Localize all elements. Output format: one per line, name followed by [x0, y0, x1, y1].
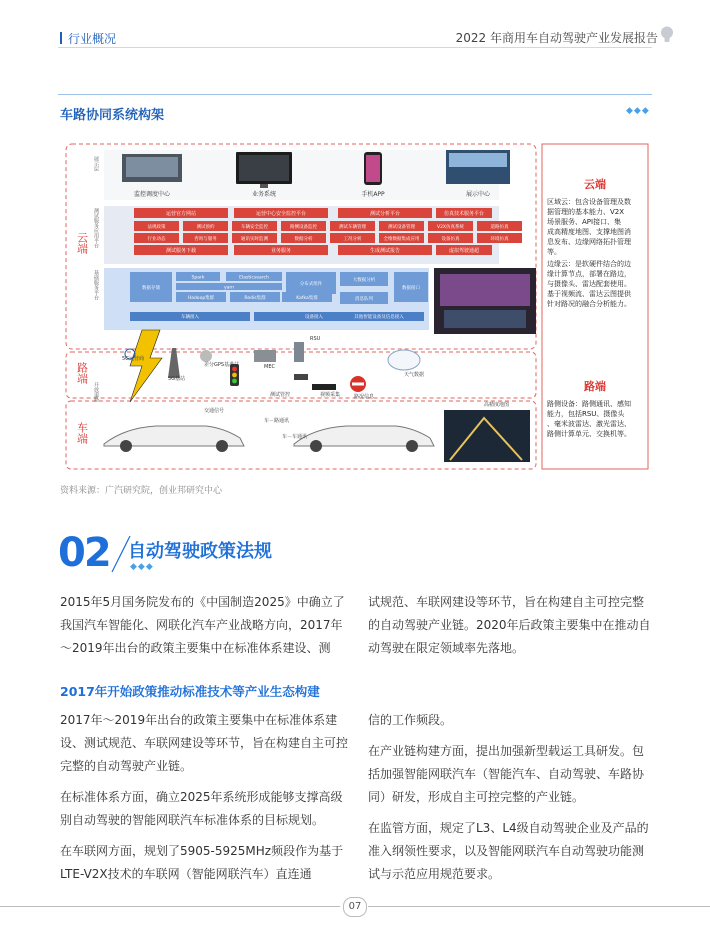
- service-cell-label: 设备仿真: [441, 237, 460, 242]
- panel-road-title: 路端: [584, 380, 606, 393]
- display-item-label: 监控调度中心: [133, 191, 171, 198]
- body-left-p2: 在标准体系方面，确立2025年系统形成能够支撑高级别自动驾驶的智能网联汽车标准体系的目标规划。: [60, 790, 343, 827]
- display-item-label: 业务系统: [251, 191, 277, 198]
- panel-text-line: 场景服务、API接口、集: [547, 218, 622, 226]
- base-item-label: Hadoop集群: [187, 296, 215, 301]
- body-left-p3: 在车联网方面，规划了5905-5925MHz频段作为基于LTE-V2X技术的车联网（智能网联汽车）直连通: [60, 844, 344, 881]
- panel-text-line: 缘计算节点，部署在路边，: [547, 270, 631, 278]
- panel-text-line: 等。: [547, 248, 561, 256]
- vehicle-item-label: 高精度地图: [484, 402, 510, 408]
- rsu-icon: [294, 342, 304, 362]
- display-item-label: 手机APP: [361, 191, 385, 198]
- side-label-display: 展示层: [93, 156, 99, 171]
- vehicle-item-label: 交通信号: [204, 408, 225, 414]
- footer-line-right: [368, 906, 710, 907]
- subsection-title: 2017年开始政策推动标准技术等产业生态构建: [60, 684, 320, 699]
- side-label-road: 开放道路: [93, 382, 99, 402]
- access-item-label: 车辆接入: [181, 315, 199, 320]
- figure-source: 资料来源：广汽研究院，创业邦研究中心: [60, 486, 223, 496]
- service-cell-label: 测试设备管理: [388, 225, 415, 230]
- service-cell-label: 仿真技术服务平台: [443, 211, 485, 217]
- road-item-label: 天气数据: [404, 372, 425, 378]
- base-item-label: yarn: [223, 285, 235, 291]
- base-item-label: 大数据分析: [352, 278, 376, 283]
- panel-text-line: 与摄像头、雷达配套使用。: [547, 280, 631, 288]
- layer-cloud-label: 云端: [75, 232, 89, 254]
- body-right-p1: 信的工作频段。: [368, 713, 453, 727]
- road-item-label: 路况信息: [354, 394, 375, 400]
- panel-text-line: 息发布、边缘网络拓扑管理: [547, 238, 631, 246]
- service-cell-label: 数据分析: [294, 237, 313, 242]
- road-item-label: MEC: [264, 364, 275, 370]
- service-cell-label: 测试车辆管理: [339, 225, 366, 230]
- weather-cloud-icon: [388, 350, 420, 370]
- panel-text-line: 据管理的基本能力、V2X: [547, 208, 625, 216]
- panel-text-line: 路侧设备：路侧通讯、感知: [547, 400, 631, 408]
- road-item-label: RSU: [310, 336, 321, 342]
- chapter-title: 自动驾驶政策法规: [128, 541, 272, 562]
- service-cell-label: 环境仿真: [490, 237, 509, 242]
- figure-title: 车路协同系统构架: [60, 108, 165, 123]
- road-item-label: 视频采集: [320, 392, 341, 398]
- base-item-label: 消息队列: [355, 297, 373, 302]
- panel-text-line: 路侧计算单元、交换机等。: [547, 430, 631, 438]
- panel-text-line: 能力，包括RSU、摄像头: [547, 410, 625, 418]
- base-item-label: 数据接口: [402, 286, 420, 291]
- panel-text-line: 成高精度地图、支撑地图消: [547, 228, 631, 236]
- camera-icon: [294, 374, 308, 380]
- side-label-service: 测试服务应用平台: [93, 208, 99, 248]
- base-item-label: Spark: [191, 275, 205, 281]
- header-report-title: 2022 年商用车自动驾驶产业发展报告: [455, 31, 658, 45]
- vehicle-item-label: 车－车通讯: [282, 434, 308, 440]
- header-rule: [58, 47, 652, 48]
- road-item-label: 差分GPS基准站: [204, 362, 240, 368]
- intro-right: 试规范、车联网建设等环节，旨在构建自主可控完整的自动驾驶产业链。2020年后政策主要集中在推动自动驾驶在限定领域率先落地。: [368, 595, 651, 655]
- display-item-label: 展示中心: [465, 191, 491, 198]
- side-label-base: 基础服务平台: [93, 270, 99, 300]
- base-item-label: Kafka集群: [296, 296, 318, 301]
- layer-road-label: 路端: [75, 362, 89, 384]
- service-cell-label: V2X仿真系统: [436, 225, 465, 230]
- body-left-p1: 2017年～2019年出台的政策主要集中在标准体系建设、测试规范、车联网建设等环节，旨在构建自主可控完整的自动驾驶产业链。: [60, 713, 349, 773]
- diamond-decoration-icon: ◆◆◆: [626, 106, 650, 116]
- access-item-label: 其他智能设备及信息接入: [354, 315, 404, 320]
- figure-top-rule: [58, 94, 652, 95]
- page-number: 07: [343, 897, 367, 917]
- panel-text-line: 边缘云：是软硬件结合的边: [547, 260, 631, 268]
- layer-vehicle-label: 车端: [75, 422, 89, 444]
- service-cell-label: 测试分析平台: [369, 211, 401, 217]
- road-item-label: 5G基站: [168, 376, 186, 382]
- service-cell-label: 运营中心安全监控平台: [255, 211, 307, 217]
- service-cell-label: 车辆安全监控: [241, 225, 268, 230]
- service-cell-label: 咨询与服务: [194, 237, 217, 242]
- chapter-diamond-icon: ◆◆◆: [130, 562, 154, 572]
- panel-text-line: 、毫米波雷达、激光雷达、: [547, 420, 631, 428]
- header-section-label: 行业概况: [68, 32, 117, 46]
- service-cell-label: 道路仿真: [490, 225, 509, 230]
- body-left: [60, 709, 348, 886]
- base-item-label: 分布式组件: [299, 282, 323, 287]
- service-cell-label: 行业动态: [147, 237, 166, 242]
- header-section: [60, 30, 116, 47]
- service-cell-label: 测试服务下载: [165, 248, 197, 254]
- service-cell-label: 全维数据集成应用: [383, 237, 420, 242]
- panel-text-line: 针对路况的融合分析能力。: [547, 300, 631, 308]
- architecture-diagram: [64, 142, 650, 472]
- body-right-p3: 在监管方面，规定了L3、L4级自动驾驶企业及产品的准入纲领性要求，以及智能网联汽车自动驾驶功能测试与示范应用规范要求。: [368, 821, 649, 881]
- service-cell-label: 业务服务: [270, 248, 292, 254]
- service-cell-label: 通讯实时监测: [241, 237, 268, 242]
- panel-cloud-title: 云端: [584, 178, 606, 191]
- intro-left: 2015年5月国务院发布的《中国制造2025》中确立了我国汽车智能化、网联化汽车产业战略方向，2017年～2019年出台的政策主要集中在标准体系建设、测: [60, 595, 345, 655]
- service-cell-label: 工况分析: [343, 237, 362, 242]
- road-item-label: 测试管控: [270, 392, 291, 398]
- service-cell-label: 运营官方网站: [165, 211, 197, 217]
- lightbulb-icon: [660, 26, 674, 44]
- chapter-number: 02: [58, 530, 110, 576]
- body-right: [368, 709, 652, 886]
- service-cell-label: 测试预约: [196, 225, 215, 230]
- panel-text-line: 区域云：包含设备管理及数: [547, 198, 631, 206]
- access-item-label: 设备接入: [305, 315, 323, 320]
- base-item-label: Elasticsearch: [239, 275, 269, 281]
- road-item-label: 5G运营商: [122, 356, 145, 362]
- lightning-icon: [130, 330, 162, 402]
- body-right-p2: 在产业链构建方面，提出加强新型载运工具研发。包括加强智能网联汽车（智能汽车、自动驾驶、车路协同）研发，形成自主可控完整的产业链。: [368, 744, 645, 804]
- service-cell-label: 路侧设备监控: [290, 225, 317, 230]
- service-cell-label: 虚拟驾驶通超: [448, 248, 480, 254]
- service-cell-label: 法规政策: [147, 225, 166, 230]
- vehicle-item-label: 车－路通讯: [264, 418, 290, 424]
- video-recorder-icon: [312, 384, 336, 390]
- panel-text-line: 基于视频流、雷达云图提供: [547, 290, 631, 298]
- mec-server-icon: [254, 350, 276, 362]
- base-item-label: 数据存储: [142, 286, 160, 291]
- service-cell-label: 生成测试报告: [369, 248, 401, 254]
- base-item-label: Redis集群: [244, 296, 266, 301]
- footer-line-left: [0, 906, 340, 907]
- satellite-dish-icon: [200, 350, 212, 362]
